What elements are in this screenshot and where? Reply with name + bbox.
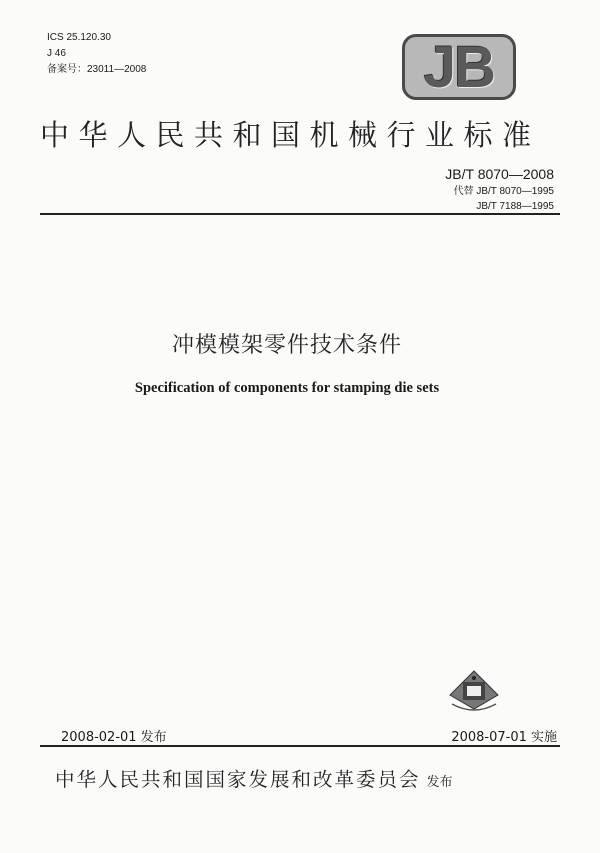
- ics-code: ICS 25.120.30: [47, 32, 111, 43]
- standard-type-title: 中华人民共和国机械行业标准: [40, 118, 541, 152]
- publisher-emblem-icon: [442, 668, 506, 716]
- metadata-block: [47, 30, 146, 78]
- document-title-chinese: 冲模模架零件技术条件: [171, 333, 402, 358]
- jb-logo: JB: [402, 34, 516, 100]
- record-number: 备案号：23011—2008: [47, 64, 147, 75]
- top-divider: [40, 213, 560, 215]
- replaces-line-1: 代替 JB/T 8070—1995: [453, 186, 554, 197]
- document-title-english: Specification of components for stamping die sets: [134, 380, 440, 396]
- replaces-line-2: JB/T 7188—1995: [476, 201, 554, 212]
- bottom-divider: [40, 745, 560, 747]
- classification-code: J 46: [47, 48, 66, 59]
- issuing-organization: 中华人民共和国国家发展和改革委员会: [55, 768, 421, 791]
- issuer-line: [55, 764, 575, 792]
- publish-label: 发布: [426, 775, 453, 790]
- issue-date: 2008-02-01 发布: [61, 730, 167, 745]
- standard-number: JB/T 8070—2008: [445, 166, 554, 182]
- standard-codes: [445, 166, 554, 214]
- effective-date: 2008-07-01 实施: [451, 730, 557, 745]
